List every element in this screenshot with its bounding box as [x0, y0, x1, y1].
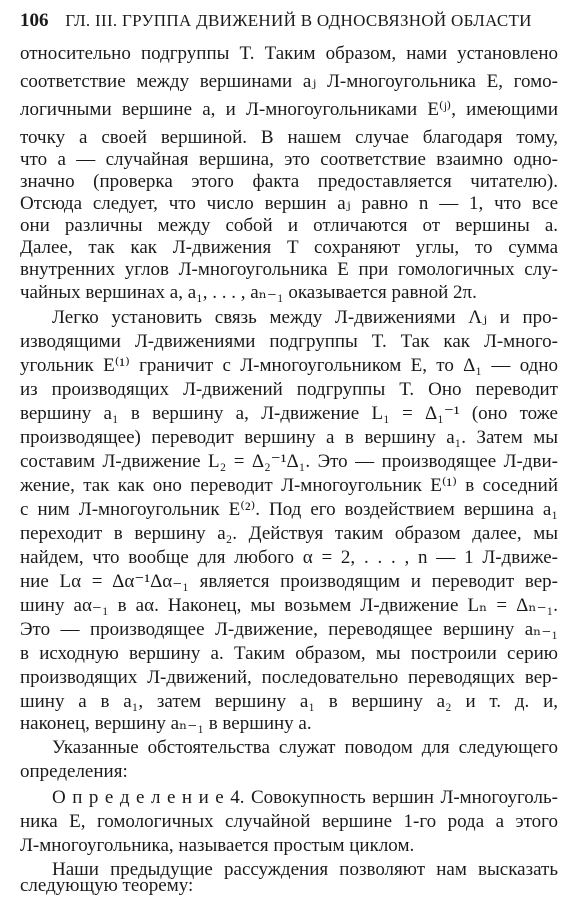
text-line: из производящих Л-движений подгруппы T. Оно переводит: [20, 379, 558, 400]
paragraph-start: Наши предыдущие рассуждения позволяют нам высказать: [52, 859, 558, 880]
text-line: жение, так как оно переводит Л-многоугольник E⁽¹⁾ в соседний: [20, 475, 558, 496]
page-number: 106: [20, 10, 49, 31]
text-line: найдем, что вообще для любого α = 2, . . . , n — 1 Л-движе-: [20, 547, 558, 568]
text-line: что a — случайная вершина, это соответствие взаимно одно-: [20, 149, 558, 170]
definition-start: О п р е д е л е н и е 4. Совокупность вершин Л-многоуголь-: [52, 787, 558, 808]
text-line: Далее, так как Л-движения T сохраняют углы, то сумма: [20, 237, 558, 258]
text-line: изводящими Л-движениями подгруппы T. Так как Л-много-: [20, 331, 558, 352]
text-line: чайных вершинах a, a₁, . . . , aₙ₋₁ оказывается равной 2π.: [20, 282, 477, 303]
text-line: определения:: [20, 761, 128, 782]
text-line: производящих Л-движений, последовательно переводящих вер-: [20, 667, 558, 688]
text-line: наконец, вершину aₙ₋₁ в вершину a.: [20, 713, 312, 734]
text-line: логичными вершине a, и Л-многоугольниками E⁽ʲ⁾, имеющими: [20, 99, 558, 120]
paragraph-start: Легко установить связь между Л-движениями Λⱼ и про-: [52, 307, 558, 328]
running-title: ГЛ. III. ГРУППА ДВИЖЕНИЙ В ОДНОСВЯЗНОЙ ОБЛАСТИ: [65, 11, 532, 30]
text-line: ние Lα = Δα⁻¹Δα₋₁ является производящим и переводит вер-: [20, 571, 558, 592]
text-line: переходит в вершину a₂. Действуя таким образом далее, мы: [20, 523, 558, 544]
page-header: [20, 10, 560, 36]
text-line: вершину a₁ в вершину a, Л-движение L₁ = Δ₁⁻¹ (оно тоже: [20, 403, 558, 424]
text-line: они различны между собой и отличаются от вершины a.: [20, 215, 558, 236]
text-line: внутренних углов Л-многоугольника E при гомологичных слу-: [20, 259, 558, 280]
text-line: Л-многоугольника, называется простым циклом.: [20, 835, 415, 856]
text-line: Отсюда следует, что число вершин aⱼ равно n — 1, что все: [20, 193, 558, 214]
text-line: значно (проверка этого факта предоставляется читателю).: [20, 171, 558, 192]
paragraph-start: Указанные обстоятельства служат поводом для следующего: [52, 737, 558, 758]
text-line: точку a своей вершиной. В нашем случае благодаря тому,: [20, 127, 558, 148]
text-line: производящее) переводит вершину a в вершину a₁. Затем мы: [20, 427, 558, 448]
text-line: составим Л-движение L₂ = Δ₂⁻¹Δ₁. Это — производящее Л-дви-: [20, 451, 558, 472]
text-line: соответствие между вершинами aⱼ Л-многоугольника E, гомо-: [20, 71, 558, 92]
text-line: в исходную вершину a. Таким образом, мы построили серию: [20, 643, 558, 664]
text-line: Это — производящее Л-движение, переводящее вершину aₙ₋₁: [20, 619, 558, 640]
text-line: угольник E⁽¹⁾ граничит с Л-многоугольником E, то Δ₁ — одно: [20, 355, 558, 376]
text-line: ника E, гомологичных случайной вершине 1-го рода a этого: [20, 811, 558, 832]
text-line: шину aα₋₁ в aα. Наконец, мы возьмем Л-движение Lₙ = Δₙ₋₁.: [20, 595, 558, 616]
text-line: шину a в a₁, затем вершину a₁ в вершину a₂ и т. д. и,: [20, 691, 558, 712]
text-line: с ним Л-многоугольник E⁽²⁾. Под его воздействием вершина a₁: [20, 499, 558, 520]
text-line: относительно подгруппы T. Таким образом, нами установлено: [20, 43, 558, 64]
text-line: следующую теорему:: [20, 875, 194, 896]
